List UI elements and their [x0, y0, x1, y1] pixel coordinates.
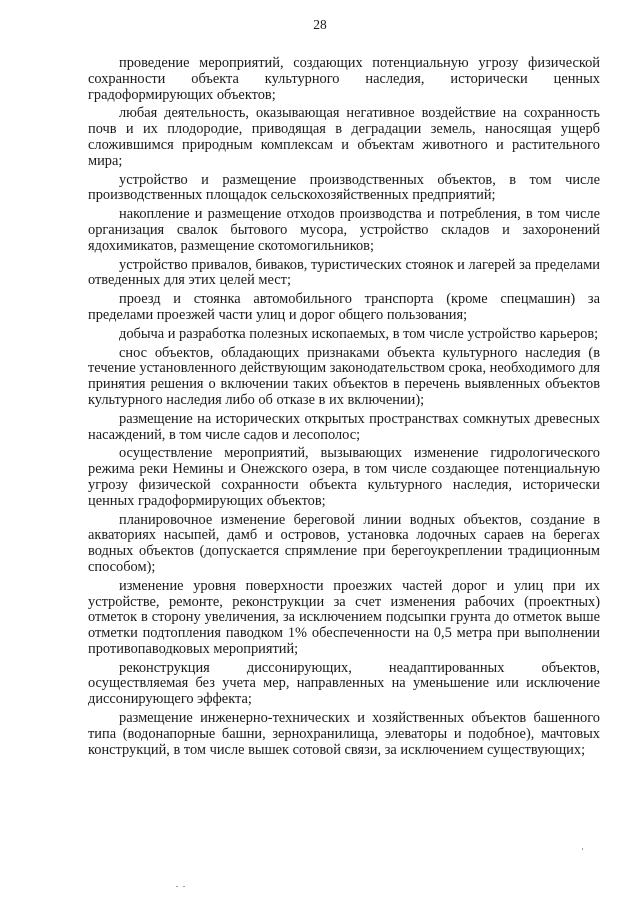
paragraph: размещение на исторических открытых пространствах сомкнутых древесных насаждений, в том числе садов и лесополос; — [88, 410, 600, 443]
scan-speck — [183, 886, 185, 887]
paragraph: проезд и стоянка автомобильного транспорта (кроме спецмашин) за пределами проезжей части улиц и дорог общего пользования; — [88, 291, 600, 323]
paragraph: снос объектов, обладающих признаками объекта культурного наследия (в течение установленного действующим законодательством срока, необходимого для принятия решения о включении таких объектов в перечень выявленных объектов культурного наследия либо об отказе в их включении); — [88, 344, 600, 408]
scan-speck — [176, 886, 178, 887]
paragraph: проведение мероприятий, создающих потенциальную угрозу физической сохранности объекта культурного наследия, исторически ценных градоформирующих объектов; — [88, 55, 600, 103]
paragraph: размещение инженерно-технических и хозяйственных объектов башенного типа (водонапорные башни, зернохранилища, элеваторы и подобное), мачтовых конструкций, в том числе вышек сотовой связи, за исключением существующих; — [88, 710, 600, 758]
page-number: 28 — [313, 17, 327, 32]
paragraph: изменение уровня поверхности проезжих частей дорог и улиц при их устройстве, ремонте, реконструкции за счет изменения рабочих (проектных) отметок в сторону увеличения, за исключением подсыпки грунта до отметок выше отметки подтопления паводком 1% обеспеченности на 0,5 метра при выполнении противопаводковых мероприятий; — [88, 577, 600, 657]
paragraph: осуществление мероприятий, вызывающих изменение гидрологического режима реки Немины и Онежского озера, в том числе создающее потенциальную угрозу физической сохранности объекта культурного наследия, исторически ценных градоформирующих объектов; — [88, 445, 600, 509]
paragraph: любая деятельность, оказывающая негативное воздействие на сохранность почв и их плодородие, приводящая в деградации земель, наносящая ущерб сложившимся природным комплексам и объектам животного и растительного мира; — [88, 105, 600, 169]
paragraph: накопление и размещение отходов производства и потребления, в том числе организация свалок бытового мусора, устройство складов и захоронений ядохимикатов, размещение скотомогильников; — [88, 206, 600, 254]
paragraph: реконструкция диссонирующих, неадаптированных объектов, осуществляемая без учета мер, направленных на уменьшение или исключение диссонирующего эффекта; — [88, 659, 600, 708]
document-body — [88, 56, 600, 761]
paragraph: устройство привалов, биваков, туристических стоянок и лагерей за пределами отведенных для этих целей мест; — [88, 256, 600, 289]
paragraph: планировочное изменение береговой линии водных объектов, создание в акваториях насыпей, дамб и островов, установка лодочных сараев на берегах водных объектов (допускается спрямление при берегоукреплении традиционным способом); — [88, 511, 600, 575]
paragraph: устройство и размещение производственных объектов, в том числе производственных площадок сельскохозяйственных предприятий; — [88, 171, 600, 204]
paragraph: добыча и разработка полезных ископаемых, в том числе устройство карьеров; — [119, 325, 599, 342]
scan-speck — [582, 848, 583, 850]
